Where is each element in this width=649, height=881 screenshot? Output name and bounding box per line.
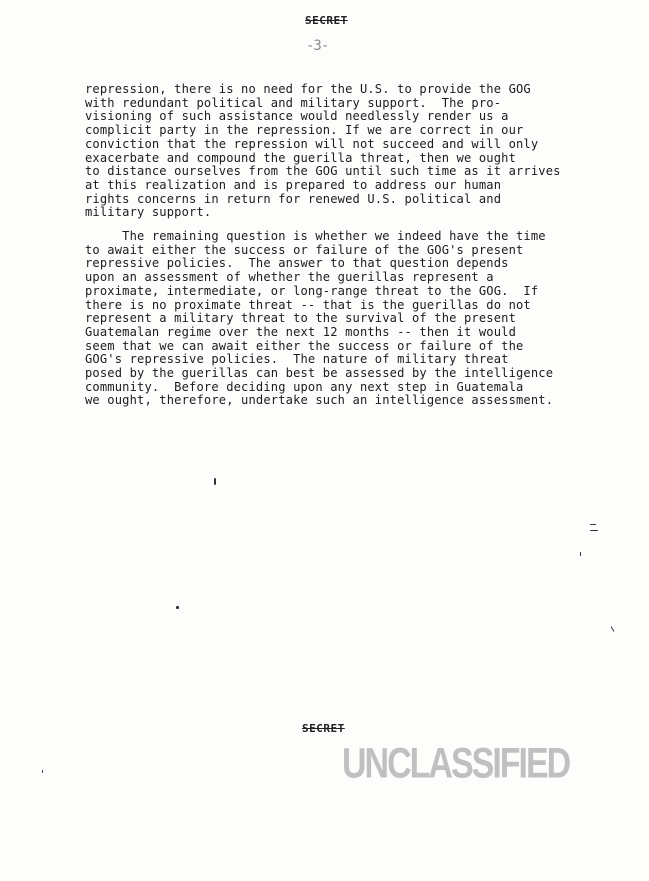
text-line: conviction that the repression will not succeed and will only — [85, 136, 539, 151]
text-line: represent a military threat to the survival of the present — [85, 311, 517, 326]
text-line: seem that we can await either the success or failure of the — [85, 338, 524, 353]
scan-speck — [214, 478, 216, 485]
scan-speck — [590, 524, 596, 525]
text-line: military support. — [85, 205, 212, 220]
scan-speck — [42, 770, 43, 773]
bottom-classification-marking: SECRET — [302, 722, 345, 735]
text-line: to await either the success or failure of the GOG's present — [85, 242, 524, 257]
text-line: to distance ourselves from the GOG until such time as it arrives — [85, 164, 561, 179]
text-line: GOG's repressive policies. The nature of military threat — [85, 352, 509, 367]
page-number: -3- — [306, 38, 329, 54]
text-line: at this realization and is prepared to address our human — [85, 177, 502, 192]
text-line: visioning of such assistance would needlessly render us a — [85, 109, 509, 124]
text-line: proximate, intermediate, or long-range threat to the GOG. If — [85, 283, 539, 298]
scan-speck — [611, 626, 615, 632]
text-line: posed by the guerillas can best be assessed by the intelligence — [85, 366, 554, 381]
text-line: rights concerns in return for renewed U.S. political and — [85, 191, 502, 206]
top-classification-marking: SECRET — [305, 14, 348, 27]
text-line: upon an assessment of whether the guerillas represent a — [85, 270, 494, 285]
text-line: we ought, therefore, undertake such an intelligence assessment. — [85, 393, 554, 408]
unclassified-stamp: UNCLASSIFIED — [342, 740, 570, 788]
text-line: with redundant political and military support. The pro- — [85, 95, 502, 110]
text-line: complicit party in the repression. If we are correct in our — [85, 123, 524, 138]
paragraph-1 — [85, 83, 615, 220]
paragraph-2 — [85, 230, 615, 408]
text-line: Guatemalan regime over the next 12 months -- then it would — [85, 324, 517, 339]
text-line: repression, there is no need for the U.S. to provide the GOG — [85, 82, 531, 96]
scan-speck — [580, 552, 581, 556]
text-line: The remaining question is whether we indeed have the time — [85, 229, 546, 243]
text-line: community. Before deciding upon any next step in Guatemala — [85, 379, 524, 394]
text-line: there is no proximate threat -- that is the guerillas do not — [85, 297, 531, 312]
text-line: repressive policies. The answer to that question depends — [85, 256, 509, 271]
scan-speck — [176, 606, 179, 609]
scan-speck — [590, 530, 598, 531]
text-line: exacerbate and compound the guerilla threat, then we ought — [85, 150, 517, 165]
